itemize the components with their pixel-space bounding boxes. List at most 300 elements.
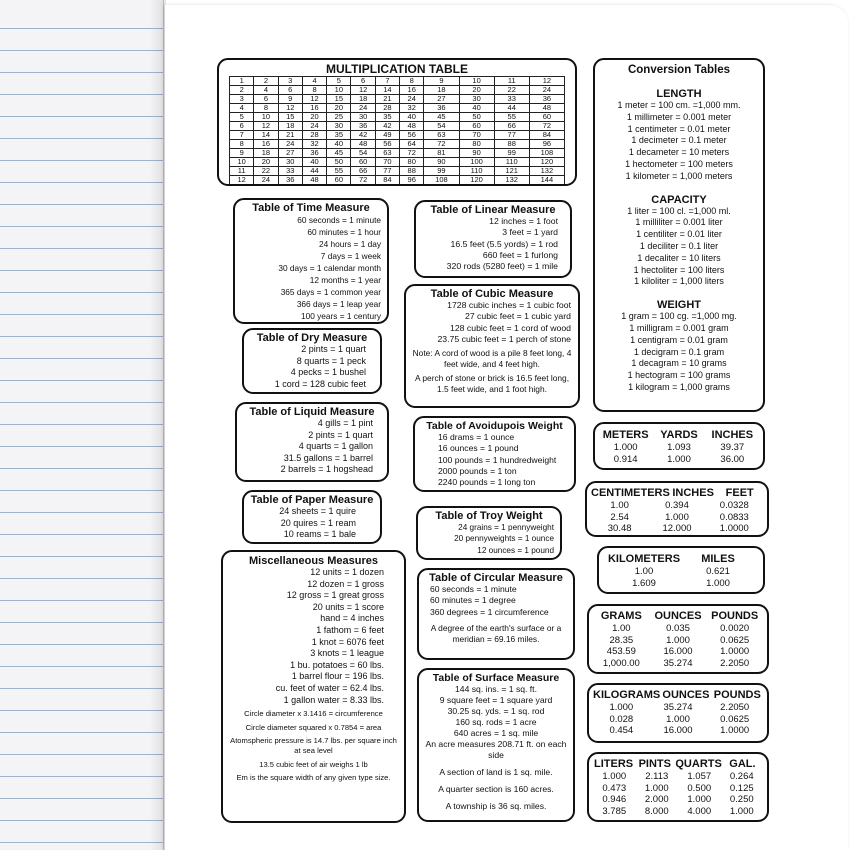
grid-header: FEET [725, 487, 754, 499]
list-line: 160 sq. rods = 1 acre [455, 717, 537, 727]
list-line: Note: A cord of wood is a pile 8 feet long, 4 feet wide, and 4 feet high. [412, 348, 572, 370]
multiplication-cell: 10 [230, 158, 254, 167]
grid-cell: 0.500 [687, 782, 712, 794]
grams-ounces-pounds-box [587, 604, 769, 674]
grid-cell: 1.0000 [719, 523, 749, 534]
multiplication-cell: 12 [230, 176, 254, 185]
grid-header: KILOGRAMS [593, 689, 661, 701]
multiplication-cell: 2 [230, 86, 254, 95]
grid-cell: 1.00 [610, 500, 629, 511]
linear-measure-lines [422, 216, 564, 272]
multiplication-cell: 36 [424, 104, 459, 113]
grid-cell: 1.00 [612, 623, 631, 634]
ruled-line [0, 468, 163, 469]
grid-cell: 1.000 [706, 577, 730, 589]
weight-lines [601, 311, 757, 394]
multiplication-cell: 132 [494, 176, 529, 185]
ruled-line [0, 292, 163, 293]
list-line: 8 quarts = 1 peck [296, 355, 366, 366]
ruled-line [0, 226, 163, 227]
grid-cell: 0.473 [602, 782, 627, 794]
grid-cell: 1.000 [665, 511, 689, 523]
grid-row [593, 658, 763, 670]
cubic-measure-title: Table of Cubic Measure [430, 288, 554, 300]
list-line: 23.75 cubic feet = 1 perch of stone [437, 333, 571, 344]
multiplication-cell: 12 [529, 77, 564, 86]
grid-cell: 0.125 [729, 782, 754, 794]
grid-cell: 30.48 [607, 523, 632, 534]
multiplication-cell: 32 [302, 140, 326, 149]
grid-cell: 0.0328 [719, 500, 749, 511]
multiplication-cell: 10 [327, 86, 351, 95]
grid-cell: 0.0020 [720, 623, 750, 634]
list-line: 1 deciliter = 0.1 liter [639, 240, 719, 251]
multiplication-cell: 27 [278, 149, 302, 158]
multiplication-cell: 10 [254, 113, 278, 122]
multiplication-cell: 12 [254, 122, 278, 131]
ruled-line [0, 94, 163, 95]
surface-measure-title: Table of Surface Measure [432, 672, 560, 684]
multiplication-cell: 81 [424, 149, 459, 158]
misc-measures-lines [229, 567, 398, 706]
grid-cell: 0.028 [609, 713, 634, 725]
multiplication-cell: 27 [424, 95, 459, 104]
ruled-line [0, 380, 163, 381]
multiplication-cell: 44 [494, 104, 529, 113]
grid-header-row [607, 552, 755, 566]
grid-cell: 1.000 [644, 782, 669, 794]
multiplication-cell: 12 [302, 95, 326, 104]
multiplication-cell: 24 [302, 122, 326, 131]
list-line: 2000 pounds = 1 ton [438, 465, 517, 476]
ruled-line [0, 50, 163, 51]
ruled-left-page [0, 0, 164, 850]
list-line: 365 days = 1 common year [280, 287, 381, 297]
grid-cell: 1.000 [687, 794, 712, 805]
list-line: 100 pounds = 1 hundredweight [438, 454, 557, 465]
list-line: 60 seconds = 1 minute [297, 215, 381, 225]
multiplication-cell: 60 [351, 158, 375, 167]
list-line: 3 feet = 1 yard [502, 227, 558, 238]
grid-cell: 35.274 [663, 657, 693, 669]
ruled-line [0, 116, 163, 117]
multiplication-cell: 22 [494, 86, 529, 95]
multiplication-cell: 54 [351, 149, 375, 158]
list-line: 16 ounces = 1 pound [438, 443, 519, 454]
multiplication-cell: 8 [400, 77, 424, 86]
liquid-measure-title: Table of Liquid Measure [249, 406, 375, 418]
grid-header-row [593, 757, 763, 771]
list-line: 1 decigram = 0.1 gram [633, 346, 725, 357]
multiplication-cell: 20 [254, 158, 278, 167]
list-line: 1 milliliter = 0.001 liter [635, 217, 723, 228]
multiplication-cell: 110 [494, 158, 529, 167]
multiplication-cell: 90 [424, 158, 459, 167]
ruled-line [0, 534, 163, 535]
list-line: 144 sq. ins. = 1 sq. ft. [455, 684, 537, 694]
list-line: 2240 pounds = 1 long ton [438, 477, 536, 488]
ruled-line [0, 600, 163, 601]
list-line: 12 gross = 1 great gross [286, 590, 384, 601]
multiplication-cell: 9 [424, 77, 459, 86]
list-line: 1 decimeter = 0.1 meter [631, 135, 727, 146]
length-heading: LENGTH [656, 88, 702, 100]
list-line: 360 degrees = 1 circumference [430, 606, 549, 617]
multiplication-cell: 14 [375, 86, 399, 95]
grid-cell: 1.00 [634, 566, 654, 577]
grid-cell: 1.000 [666, 634, 690, 646]
ruled-line [0, 72, 163, 73]
multiplication-cell: 30 [327, 122, 351, 131]
grid-row [593, 806, 763, 818]
multiplication-cell: 80 [459, 140, 494, 149]
grid-cell: 1.000 [729, 805, 754, 817]
list-line: Em is the square width of any given type size. [236, 773, 391, 783]
liquid-measure-lines [243, 418, 381, 476]
time-measure-title: Table of Time Measure [252, 202, 370, 214]
list-line: 1 hectometer = 100 meters [625, 158, 733, 169]
multiplication-cell: 2 [254, 77, 278, 86]
paper-measure-title: Table of Paper Measure [250, 494, 374, 506]
grid-cell: 2.113 [645, 771, 669, 782]
list-line: 4 pecks = 1 bushel [290, 367, 366, 377]
list-line: 640 acres = 1 sq. mile [453, 728, 539, 738]
grid-cell: 1.057 [687, 771, 712, 782]
misc-measures-title: Miscellaneous Measures [248, 555, 378, 567]
grid-row [593, 725, 763, 737]
grid-cell: 2.2050 [720, 657, 750, 669]
grid-cell: 28.35 [609, 634, 634, 646]
multiplication-cell: 48 [400, 122, 424, 131]
list-line: 30 days = 1 calendar month [278, 263, 381, 273]
multiplication-cell: 72 [424, 140, 459, 149]
surface-measure-box [417, 668, 575, 822]
multiplication-cell: 12 [351, 86, 375, 95]
list-line: 1 kilogram = 1,000 grams [628, 381, 730, 392]
paper-measure-lines [250, 506, 374, 541]
misc-measures-box [221, 550, 406, 823]
length-lines [601, 100, 757, 183]
circular-measure-lines [424, 584, 568, 618]
list-line: 1 milligram = 0.001 gram [629, 322, 729, 333]
multiplication-cell: 44 [302, 167, 326, 176]
multiplication-cell: 42 [375, 122, 399, 131]
grid-header: OUNCES [662, 689, 710, 701]
grid-cell: 0.0625 [720, 634, 750, 646]
ruled-line [0, 160, 163, 161]
grid-cell: 0.454 [609, 725, 634, 736]
ruled-line [0, 358, 163, 359]
multiplication-cell: 40 [400, 113, 424, 122]
ruled-line [0, 402, 163, 403]
ruled-line [0, 28, 163, 29]
grid-row [593, 635, 763, 647]
list-line: 2 pints = 1 quart [308, 429, 373, 440]
multiplication-cell: 72 [400, 149, 424, 158]
multiplication-cell: 63 [375, 149, 399, 158]
grid-cell: 0.264 [729, 771, 754, 782]
grid-row [593, 623, 763, 635]
multiplication-cell: 6 [351, 77, 375, 86]
centimeters-inches-feet-box [585, 481, 769, 537]
circular-measure-title: Table of Circular Measure [429, 572, 563, 584]
grid-cell: 0.946 [602, 794, 627, 805]
multiplication-cell: 60 [459, 122, 494, 131]
multiplication-cell: 16 [400, 86, 424, 95]
multiplication-cell: 20 [327, 104, 351, 113]
multiplication-cell: 18 [254, 149, 278, 158]
multiplication-cell: 56 [375, 140, 399, 149]
multiplication-cell: 45 [327, 149, 351, 158]
liters-pints-quarts-gallons-box [587, 752, 769, 822]
list-line: 1 centigram = 0.01 gram [630, 334, 728, 345]
multiplication-cell: 8 [254, 104, 278, 113]
dry-measure-lines [250, 344, 374, 390]
multiplication-cell: 33 [494, 95, 529, 104]
kilometers-miles-box [597, 546, 765, 594]
multiplication-cell: 36 [529, 95, 564, 104]
cubic-measure-notes [411, 348, 573, 395]
multiplication-cell: 18 [424, 86, 459, 95]
list-line: 16.5 feet (5.5 yords) = 1 rod [450, 238, 558, 249]
conversion-tables-title: Conversion Tables [627, 64, 731, 76]
multiplication-cell: 72 [351, 176, 375, 185]
grid-cell: 1.0000 [720, 646, 750, 657]
ruled-line [0, 314, 163, 315]
multiplication-cell: 66 [351, 167, 375, 176]
ruled-line [0, 490, 163, 491]
grid-row [593, 646, 763, 658]
list-line: 1 millimeter = 0.001 meter [626, 111, 732, 122]
grid-cell: 0.394 [665, 500, 689, 511]
multiplication-cell: 56 [400, 131, 424, 140]
weight-heading: WEIGHT [657, 299, 701, 312]
list-line: 27 cubic feet = 1 cubic yard [464, 311, 571, 322]
circular-measure-notes [424, 623, 568, 645]
multiplication-table-box [217, 58, 577, 186]
multiplication-cell: 84 [375, 176, 399, 185]
multiplication-cell: 70 [375, 158, 399, 167]
multiplication-cell: 55 [327, 167, 351, 176]
multiplication-cell: 28 [302, 131, 326, 140]
grid-row [593, 783, 763, 795]
dry-measure-box [242, 328, 382, 394]
grid-cell: 0.0625 [720, 713, 750, 725]
multiplication-cell: 18 [278, 122, 302, 131]
multiplication-cell: 120 [529, 158, 564, 167]
ruled-line [0, 248, 163, 249]
grid-cell: 2.2050 [720, 702, 750, 713]
ruled-line [0, 644, 163, 645]
grid-row [593, 714, 763, 726]
ruled-line [0, 336, 163, 337]
grid-row [599, 442, 759, 454]
grid-cell: 3.785 [602, 805, 627, 817]
multiplication-cell: 10 [459, 77, 494, 86]
list-line: 20 pennyweights = 1 ounce [454, 534, 554, 544]
list-line: 1 liter = 100 cl. =1,000 ml. [627, 205, 731, 216]
capacity-heading: CAPACITY [651, 193, 707, 206]
multiplication-cell: 45 [424, 113, 459, 122]
list-line: 1 gram = 100 cg. =1,000 mg. [621, 311, 737, 322]
multiplication-cell: 3 [278, 77, 302, 86]
multiplication-cell: 5 [230, 113, 254, 122]
multiplication-cell: 108 [424, 176, 459, 185]
grid-cell: 1.609 [632, 577, 656, 589]
multiplication-cell: 11 [230, 167, 254, 176]
multiplication-cell: 4 [254, 86, 278, 95]
multiplication-cell: 3 [230, 95, 254, 104]
multiplication-cell: 22 [254, 167, 278, 176]
multiplication-cell: 6 [254, 95, 278, 104]
list-line: 3 knots = 1 league [310, 648, 384, 659]
grid-header-row [591, 486, 763, 500]
multiplication-cell: 24 [278, 140, 302, 149]
multiplication-cell: 25 [327, 113, 351, 122]
multiplication-cell: 60 [529, 113, 564, 122]
multiplication-cell: 28 [375, 104, 399, 113]
list-line: 7 days = 1 week [320, 251, 381, 261]
ruled-line [0, 776, 163, 777]
multiplication-cell: 60 [327, 176, 351, 185]
list-line: 1 gallon water = 8.33 lbs. [283, 694, 384, 705]
grid-header: INCHES [711, 429, 754, 441]
list-line: 1728 cubic inches = 1 cubic foot [447, 300, 571, 310]
grid-cell: 36.00 [720, 453, 745, 465]
list-line: 12 dozen = 1 gross [307, 578, 384, 589]
list-line: A degree of the earth's surface or a meridian = 69.16 miles. [430, 622, 562, 644]
grid-cell: 0.0833 [719, 511, 749, 523]
list-line: 660 feet = 1 furlong [482, 249, 558, 260]
list-line: 1 meter = 100 cm. =1,000 mm. [617, 100, 741, 110]
list-line: 2 pints = 1 quart [301, 344, 366, 354]
multiplication-cell: 88 [494, 140, 529, 149]
list-line: 1 barrel flour = 196 lbs. [291, 671, 384, 682]
list-line: 12 months = 1 year [309, 275, 381, 285]
ruled-line [0, 622, 163, 623]
multiplication-cell: 36 [278, 176, 302, 185]
misc-measures-notes [229, 709, 398, 783]
list-line: 60 seconds = 1 minute [430, 584, 517, 594]
grid-row [593, 771, 763, 783]
multiplication-cell: 48 [302, 176, 326, 185]
grid-cell: 39.37 [720, 442, 745, 453]
grid-row [599, 454, 759, 466]
grid-header: METERS [602, 429, 649, 441]
multiplication-cell: 5 [327, 77, 351, 86]
multiplication-cell: 54 [424, 122, 459, 131]
multiplication-cell: 144 [529, 176, 564, 185]
list-line: A township is 36 sq. miles. [445, 801, 547, 811]
cubic-measure-box [404, 284, 580, 408]
grid-header: INCHES [672, 487, 714, 499]
list-line: 4 gills = 1 pint [317, 418, 373, 428]
multiplication-cell: 132 [529, 167, 564, 176]
multiplication-cell: 99 [424, 167, 459, 176]
multiplication-cell: 42 [351, 131, 375, 140]
multiplication-cell: 32 [400, 104, 424, 113]
multiplication-cell: 8 [230, 140, 254, 149]
multiplication-cell: 66 [494, 122, 529, 131]
ruled-line [0, 820, 163, 821]
list-line: 1 hectogram = 100 grams [627, 370, 731, 381]
multiplication-cell: 108 [529, 149, 564, 158]
multiplication-cell: 96 [400, 176, 424, 185]
multiplication-cell: 55 [494, 113, 529, 122]
multiplication-cell: 15 [327, 95, 351, 104]
grid-header: QUARTS [675, 758, 722, 770]
multiplication-cell: 77 [375, 167, 399, 176]
grid-cell: 16.000 [663, 725, 693, 736]
cubic-measure-lines [411, 300, 573, 345]
grid-header: OUNCES [654, 610, 702, 622]
list-line: 1 decaliter = 10 liters [637, 252, 721, 263]
multiplication-cell: 4 [230, 104, 254, 113]
grid-row [607, 578, 755, 590]
list-line: 60 minutes = 1 degree [430, 595, 516, 606]
grid-cell: 0.035 [666, 623, 690, 634]
multiplication-cell: 36 [351, 122, 375, 131]
grid-header-row [593, 688, 763, 702]
list-line: 30.25 sq. yds. = 1 sq. rod [447, 706, 545, 716]
list-line: 1 decameter = 10 meters [628, 147, 730, 158]
grid-cell: 453.59 [606, 646, 636, 657]
list-line: 12 ounces = 1 pound [477, 545, 554, 555]
list-line: Circle diameter x 3.1416 = circumference [244, 709, 383, 719]
multiplication-cell: 100 [459, 158, 494, 167]
binding-shadow [150, 0, 166, 850]
multiplication-cell: 40 [327, 140, 351, 149]
list-line: 1 kilometer = 1,000 meters [625, 170, 733, 181]
multiplication-cell: 33 [278, 167, 302, 176]
multiplication-cell: 16 [254, 140, 278, 149]
multiplication-cell: 9 [230, 149, 254, 158]
grid-header: LITERS [594, 758, 634, 770]
multiplication-cell: 24 [400, 95, 424, 104]
grid-cell: 1.000 [613, 442, 638, 453]
grid-cell: 0.621 [706, 566, 730, 577]
grid-row [607, 566, 755, 578]
linear-measure-box [414, 200, 572, 278]
grid-cell: 2.54 [610, 511, 629, 523]
list-line: 16 drams = 1 ounce [438, 432, 515, 442]
list-line: 100 years = 1 century [300, 311, 381, 321]
list-line: Circle diameter squared x 0.7854 = area [245, 722, 382, 732]
multiplication-cell: 18 [351, 95, 375, 104]
paper-measure-box [242, 490, 382, 544]
capacity-lines [601, 206, 757, 289]
multiplication-cell: 7 [375, 77, 399, 86]
multiplication-cell: 30 [459, 95, 494, 104]
ruled-line [0, 556, 163, 557]
multiplication-cell: 20 [459, 86, 494, 95]
list-line: 4 quarts = 1 gallon [298, 441, 373, 451]
list-line: 9 square feet = 1 square yard [439, 695, 553, 705]
grid-cell: 1.093 [667, 442, 691, 453]
multiplication-cell: 9 [278, 95, 302, 104]
grid-header: PINTS [638, 758, 671, 770]
grid-header-row [593, 609, 763, 623]
ruled-line [0, 666, 163, 667]
ruled-line [0, 512, 163, 513]
list-line: 1 centiliter = 0.01 liter [636, 229, 722, 240]
list-line: 60 minutes = 1 hour [307, 227, 381, 237]
list-line: A section of land is 1 sq. mile. [439, 767, 553, 777]
grid-cell: 16.000 [663, 646, 693, 657]
multiplication-cell: 77 [494, 131, 529, 140]
multiplication-cell: 50 [459, 113, 494, 122]
liquid-measure-box [235, 402, 389, 482]
